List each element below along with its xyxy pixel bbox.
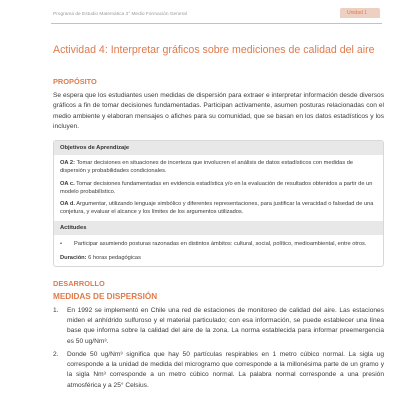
duration (54, 249, 383, 266)
attitude-text: Participar asumiendo posturas razonadas en distintos ámbitos: cultural, social, político, medioambiental, entre otros. (74, 241, 367, 248)
numbered-list (53, 306, 384, 391)
page-header (0, 0, 400, 40)
objective-item (54, 196, 383, 221)
bullet-icon: • (60, 241, 62, 248)
item-text: Donde 50 ug/Nm³ significa que hay 50 partículas respirables en 1 metro cúbico normal. La sigla ug corresponde a la unidad de medida del microgramo que corresponde a la millonésima parte de un gramo y la sigla Nm³ corresponde a un metro cúbico normal. La palabra normal corresponde a una presión atmosférica y a 25° Celsius. (67, 350, 384, 389)
document-body (53, 44, 384, 394)
attitudes-heading: Actitudes (54, 221, 383, 235)
activity-title: Actividad 4: Interpretar gráficos sobre mediciones de calidad del aire (53, 44, 375, 56)
objective-text: Argumentar, utilizando lenguaje simbólico y diferentes representaciones, para justificar la veracidad o falsedad de una conjetura, y evaluar el alcance y los límites de los argumentos utilizados. (60, 201, 374, 216)
item-text: En 1992 se implementó en Chile una red de estaciones de monitoreo de calidad del aire. Las estaciones miden el anhídrido sulfuroso y el material particulado; con esa información, se puede establecer una línea base que informa sobre la calidad del aire de la zona. La norma establecida para informar preemergencia es 50 ug/Nm³. (67, 306, 384, 345)
program-title: Programa de Estudio Matemática 3° Medio Formación General (53, 12, 187, 17)
objective-item (54, 155, 383, 175)
proposito-text: Se espera que los estudiantes usen medidas de dispersión para extraer e interpretar información desde diversos gráficos a fin de tomar decisiones fundamentadas. Participan activamente, asumen posturas relacionadas con el medio ambiente y elaboran mensajes o afiches para su comunidad, que se basan en los datos estadísticos y los incluyen. (53, 92, 384, 130)
objective-text: Tomar decisiones fundamentadas en evidencia estadística y/o en la evaluación de resultados obtenidos a partir de un modelo probabilístico. (60, 180, 373, 195)
attitude-item (54, 235, 383, 248)
list-item (53, 350, 384, 391)
duration-value: 6 horas pedagógicas (86, 254, 141, 261)
proposito-heading: PROPÓSITO (53, 77, 97, 86)
objective-code: OA c. (60, 180, 75, 187)
objective-code: OA d. (60, 201, 75, 207)
list-item (53, 306, 384, 347)
desarrollo-heading: DESARROLLO (53, 278, 105, 288)
objective-code: OA 2: (60, 160, 75, 167)
dispersion-subheading: MEDIDAS DE DISPERSIÓN (53, 291, 158, 301)
objectives-box (53, 140, 384, 266)
objective-item (54, 176, 383, 196)
objective-text: Tomar decisiones en situaciones de incerteza que involucren el análisis de datos estadísticos con medidas de dispersión y probabilidades condicionales. (60, 160, 354, 175)
item-number: 2. (53, 350, 59, 358)
duration-label: Duración: (60, 254, 87, 261)
objectives-heading: Objetivos de Aprendizaje (54, 141, 383, 155)
unit-label: Unidad 1 (347, 10, 368, 16)
unit-tab (340, 8, 380, 18)
header-divider (51, 23, 382, 24)
item-number: 1. (53, 306, 59, 314)
